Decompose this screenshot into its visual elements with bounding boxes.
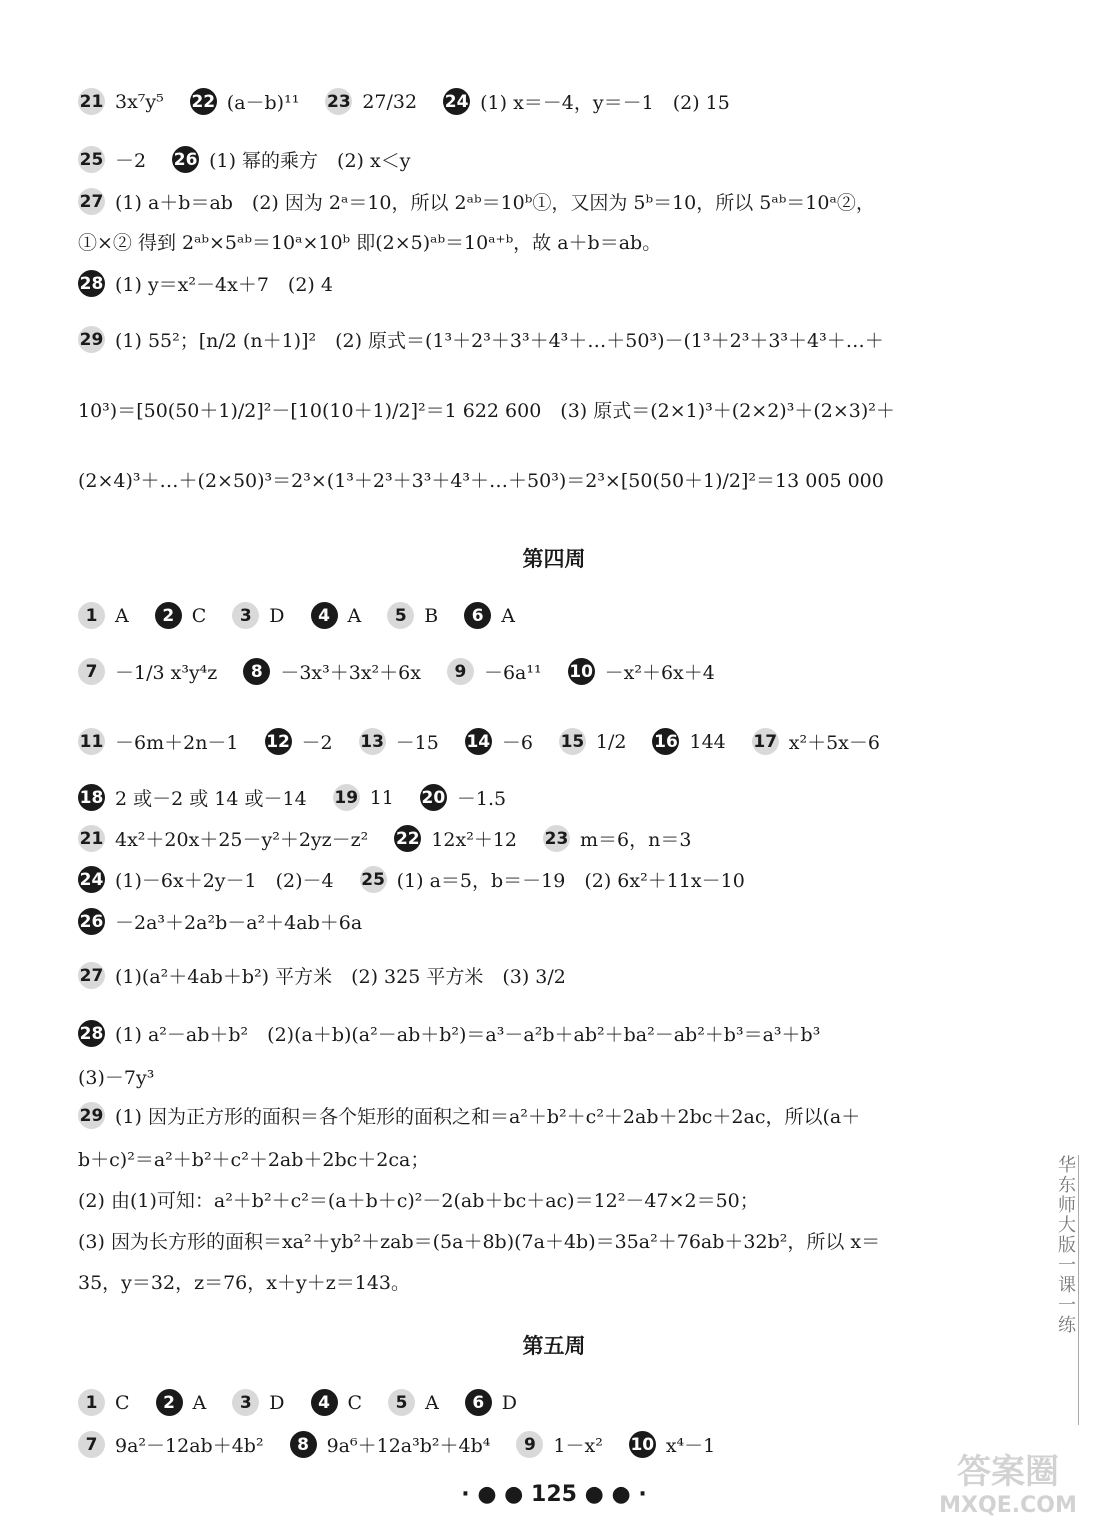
question-number-badge: 27 bbox=[78, 188, 105, 215]
answer-row-28 bbox=[78, 270, 333, 297]
answer-item-14 bbox=[465, 728, 533, 755]
answer-item-4 bbox=[311, 602, 362, 629]
answer-item-21 bbox=[78, 88, 164, 115]
answer-item-1 bbox=[78, 1389, 130, 1416]
answer-item-18 bbox=[78, 784, 307, 811]
question-number-badge: 23 bbox=[543, 825, 570, 852]
answer-item-10 bbox=[568, 658, 715, 685]
answer-text: C bbox=[115, 1391, 130, 1414]
answer-text: (1) a＝5，b＝－19 (2) 6x²＋11x－10 bbox=[396, 870, 745, 892]
answer-text: －15 bbox=[395, 732, 439, 754]
answer-row-w4-24-25 bbox=[78, 866, 745, 893]
question-number-badge: 3 bbox=[232, 602, 259, 629]
answer-item-24 bbox=[78, 866, 334, 893]
answer-text: x⁴－1 bbox=[665, 1435, 716, 1457]
question-number-badge: 26 bbox=[172, 146, 199, 173]
answer-item-17 bbox=[752, 728, 880, 755]
answer-item-29 bbox=[78, 1102, 860, 1129]
answer-item-10 bbox=[629, 1431, 715, 1458]
answer-text: 27/32 bbox=[362, 90, 418, 113]
answer-text: 1/2 bbox=[595, 730, 627, 753]
answer-text: －x²＋6x＋4 bbox=[604, 662, 715, 684]
question-number-badge: 4 bbox=[311, 1389, 338, 1416]
answer-text: A bbox=[347, 604, 362, 627]
answer-item-15 bbox=[559, 728, 627, 755]
answer-item-3 bbox=[232, 1389, 284, 1416]
question-number-badge: 9 bbox=[516, 1431, 543, 1458]
question-number-badge: 5 bbox=[388, 1389, 415, 1416]
answer-text: (1) x＝－4，y＝－1 (2) 15 bbox=[480, 92, 730, 114]
question-number-badge: 29 bbox=[78, 1102, 105, 1129]
answer-text: (1)－6x＋2y－1 (2)－4 bbox=[115, 870, 334, 892]
answer-text: A bbox=[425, 1391, 439, 1414]
answer-item-7 bbox=[78, 1431, 264, 1458]
answer-item-19 bbox=[333, 784, 394, 811]
answer-text: (1) y＝x²－4x＋7 (2) 4 bbox=[115, 274, 333, 296]
question-number-badge: 16 bbox=[652, 728, 679, 755]
question-number-badge: 25 bbox=[78, 146, 105, 173]
answer-text: (2) 由(1)可知：a²＋b²＋c²＝(a＋b＋c)²－2(ab＋bc＋ac)＝12²－47×2＝50； bbox=[78, 1190, 759, 1212]
answer-text: (1) a²－ab＋b² (2)(a＋b)(a²－ab＋b²)＝a³－a²b＋ab²＋ba²－ab²＋b³＝a³＋b³ bbox=[115, 1024, 821, 1046]
answer-text: 144 bbox=[689, 730, 726, 753]
answer-text: 35，y＝32，z＝76，x＋y＋z＝143。 bbox=[78, 1272, 410, 1294]
question-number-badge: 18 bbox=[78, 784, 105, 811]
answer-text: A bbox=[115, 604, 129, 627]
watermark-logo bbox=[918, 1452, 1098, 1530]
answer-row-w4-26 bbox=[78, 908, 362, 935]
question-number-badge: 14 bbox=[465, 728, 492, 755]
answer-item-6 bbox=[464, 602, 515, 629]
answer-item-9 bbox=[516, 1431, 602, 1458]
question-number-badge: 21 bbox=[78, 825, 105, 852]
question-number-badge: 13 bbox=[359, 728, 386, 755]
answer-item-24 bbox=[443, 88, 730, 115]
watermark-line2: MXQE.COM bbox=[939, 1493, 1077, 1518]
question-number-badge: 23 bbox=[325, 88, 352, 115]
answer-item-23 bbox=[543, 825, 691, 852]
question-number-badge: 22 bbox=[394, 825, 421, 852]
question-number-badge: 26 bbox=[78, 908, 105, 935]
answer-row-w4-11-17 bbox=[78, 728, 880, 755]
answer-line-w4-29-cont-3 bbox=[78, 1227, 880, 1254]
question-number-badge: 27 bbox=[78, 962, 105, 989]
answer-text: (1) 55²；[n/2 (n＋1)]² (2) 原式＝(1³＋2³＋3³＋4³＋…＋50³)－(1³＋2³＋3³＋4³＋…＋ bbox=[115, 330, 884, 352]
answer-row-29 bbox=[78, 326, 884, 353]
answer-line-w4-29-cont-4 bbox=[78, 1268, 410, 1295]
answer-line-29-cont-1 bbox=[78, 396, 895, 423]
question-number-badge: 21 bbox=[78, 88, 105, 115]
answer-text: (3) 因为长方形的面积＝xa²＋yb²＋zab＝(5a＋8b)(7a＋4b)＝35a²＋76ab＋32b²，所以 x＝ bbox=[78, 1231, 881, 1253]
section-title-week5: 第五周 bbox=[522, 1333, 586, 1358]
answer-text: 3x⁷y⁵ bbox=[115, 90, 164, 113]
question-number-badge: 2 bbox=[156, 1389, 183, 1416]
question-number-badge: 24 bbox=[78, 866, 105, 893]
question-number-badge: 15 bbox=[559, 728, 586, 755]
watermark-line1: 答案圈 bbox=[957, 1452, 1059, 1492]
answer-row-w4-21-23 bbox=[78, 825, 691, 852]
answer-text: －6m＋2n－1 bbox=[115, 732, 239, 754]
question-number-badge: 24 bbox=[443, 88, 470, 115]
answer-item-21 bbox=[78, 825, 368, 852]
answer-item-25 bbox=[360, 866, 745, 893]
answer-text: －1.5 bbox=[456, 788, 507, 810]
answer-row-w4-18-20 bbox=[78, 784, 506, 811]
answer-text: 12x²＋12 bbox=[431, 829, 517, 851]
page-number-dots-left: · ● ● bbox=[461, 1482, 532, 1507]
answer-item-28 bbox=[78, 1020, 820, 1047]
answer-text: D bbox=[269, 604, 285, 627]
answer-row-25-26 bbox=[78, 146, 410, 173]
answer-item-22 bbox=[190, 88, 300, 115]
answer-text: C bbox=[347, 1391, 363, 1414]
question-number-badge: 6 bbox=[465, 1389, 492, 1416]
question-number-badge: 9 bbox=[447, 658, 474, 685]
answer-text: D bbox=[501, 1391, 518, 1414]
question-number-badge: 28 bbox=[78, 270, 105, 297]
answer-text: (1) 幂的乘方 (2) x＜y bbox=[209, 150, 411, 172]
question-number-badge: 17 bbox=[752, 728, 779, 755]
answer-text: (3)－7y³ bbox=[78, 1067, 155, 1089]
answer-text: ①×② 得到 2ᵃᵇ×5ᵃᵇ＝10ᵃ×10ᵇ 即(2×5)ᵃᵇ＝10ᵃ⁺ᵇ，故 a＋b＝ab。 bbox=[78, 232, 662, 254]
side-book-label-text: 华东师大版一课一练 bbox=[1055, 1155, 1076, 1335]
answer-text: －6 bbox=[501, 732, 533, 754]
question-number-badge: 29 bbox=[78, 326, 105, 353]
question-number-badge: 1 bbox=[78, 602, 105, 629]
answer-item-25 bbox=[78, 146, 146, 173]
answer-item-13 bbox=[359, 728, 439, 755]
question-number-badge: 28 bbox=[78, 1020, 105, 1047]
answer-text: －2 bbox=[115, 150, 147, 172]
answer-row-w4-28 bbox=[78, 1020, 820, 1047]
answer-row-w5-7-10 bbox=[78, 1431, 715, 1458]
answer-line-w4-28-cont bbox=[78, 1063, 154, 1090]
question-number-badge: 4 bbox=[311, 602, 338, 629]
answer-text: －2 bbox=[301, 732, 333, 754]
answer-item-5 bbox=[388, 1389, 439, 1416]
answer-text: －1/3 x³y⁴z bbox=[115, 662, 218, 684]
question-number-badge: 12 bbox=[265, 728, 292, 755]
answer-row-w4-1-6 bbox=[78, 602, 515, 629]
answer-text: B bbox=[424, 604, 439, 627]
answer-text: b＋c)²＝a²＋b²＋c²＋2ab＋2bc＋2ca； bbox=[78, 1149, 430, 1171]
answer-item-11 bbox=[78, 728, 239, 755]
question-number-badge: 25 bbox=[360, 866, 387, 893]
side-book-label bbox=[1032, 1155, 1079, 1425]
answer-text: m＝6，n＝3 bbox=[580, 829, 692, 851]
answer-item-7 bbox=[78, 658, 217, 685]
answer-text: x²＋5x－6 bbox=[788, 732, 880, 754]
question-number-badge: 22 bbox=[190, 88, 217, 115]
answer-item-23 bbox=[325, 88, 417, 115]
question-number-badge: 7 bbox=[78, 658, 105, 685]
answer-text: 4x²＋20x＋25－y²＋2yz－z² bbox=[115, 829, 369, 851]
answer-text: C bbox=[191, 604, 207, 627]
answer-row-w4-29 bbox=[78, 1102, 860, 1129]
answer-item-2 bbox=[155, 602, 207, 629]
answer-item-6 bbox=[465, 1389, 517, 1416]
answer-text: －3x³＋3x²＋6x bbox=[280, 662, 421, 684]
answer-text: (1)(a²＋4ab＋b²) 平方米 (2) 325 平方米 (3) 3/2 bbox=[115, 966, 566, 988]
answer-text: 2 或－2 或 14 或－14 bbox=[115, 788, 307, 810]
question-number-badge: 1 bbox=[78, 1389, 105, 1416]
answer-row-w5-1-6 bbox=[78, 1389, 517, 1416]
answer-line-w4-29-cont-1 bbox=[78, 1145, 429, 1172]
answer-item-4 bbox=[311, 1389, 363, 1416]
question-number-badge: 2 bbox=[155, 602, 182, 629]
question-number-badge: 10 bbox=[629, 1431, 656, 1458]
answer-row-21-24 bbox=[78, 88, 730, 115]
question-number-badge: 20 bbox=[420, 784, 447, 811]
answer-text: 11 bbox=[369, 786, 394, 809]
answer-text: 9a²－12ab＋4b² bbox=[115, 1435, 264, 1457]
answer-item-8 bbox=[290, 1431, 491, 1458]
answer-text: 1－x² bbox=[553, 1435, 603, 1457]
question-number-badge: 8 bbox=[243, 658, 270, 685]
answer-line-27-cont bbox=[78, 228, 661, 255]
section-title-week4: 第四周 bbox=[522, 546, 586, 571]
answer-item-2 bbox=[156, 1389, 207, 1416]
answer-text: 9a⁶＋12a³b²＋4b⁴ bbox=[326, 1435, 491, 1457]
answer-item-29 bbox=[78, 326, 884, 353]
answer-item-26 bbox=[172, 146, 410, 173]
answer-line-29-cont-2 bbox=[78, 466, 884, 493]
answer-item-9 bbox=[447, 658, 542, 685]
page-number-dots-right: ● ● · bbox=[576, 1482, 647, 1507]
answer-row-27 bbox=[78, 188, 875, 215]
answer-text: (2×4)³＋…＋(2×50)³＝2³×(1³＋2³＋3³＋4³＋…＋50³)＝2³×[50(50＋1)/2]²＝13 005 000 bbox=[78, 470, 884, 492]
answer-item-5 bbox=[387, 602, 438, 629]
answer-item-26 bbox=[78, 908, 362, 935]
question-number-badge: 19 bbox=[333, 784, 360, 811]
answer-text: (1) 因为正方形的面积＝各个矩形的面积之和＝a²＋b²＋c²＋2ab＋2bc＋2ac，所以(a＋ bbox=[115, 1106, 861, 1128]
answer-item-3 bbox=[232, 602, 284, 629]
answer-item-8 bbox=[243, 658, 421, 685]
answer-item-16 bbox=[652, 728, 725, 755]
question-number-badge: 5 bbox=[387, 602, 414, 629]
answer-row-w4-27 bbox=[78, 962, 566, 989]
answer-text: A bbox=[501, 604, 515, 627]
answer-text: (1) a＋b＝ab (2) 因为 2ᵃ＝10，所以 2ᵃᵇ＝10ᵇ①，又因为 5ᵇ＝10，所以 5ᵃᵇ＝10ᵃ②， bbox=[115, 192, 875, 214]
answer-text: D bbox=[269, 1391, 285, 1414]
answer-item-27 bbox=[78, 962, 566, 989]
answer-item-1 bbox=[78, 602, 129, 629]
answer-text: 10³)＝[50(50＋1)/2]²－[10(10＋1)/2]²＝1 622 600 (3) 原式＝(2×1)³＋(2×2)³＋(2×3)²＋ bbox=[78, 400, 895, 422]
answer-item-28 bbox=[78, 270, 333, 297]
question-number-badge: 10 bbox=[568, 658, 595, 685]
question-number-badge: 7 bbox=[78, 1431, 105, 1458]
answer-text: －2a³＋2a²b－a²＋4ab＋6a bbox=[115, 912, 363, 934]
question-number-badge: 3 bbox=[232, 1389, 259, 1416]
question-number-badge: 6 bbox=[464, 602, 491, 629]
answer-item-20 bbox=[420, 784, 506, 811]
page-number-value: 125 bbox=[531, 1482, 577, 1507]
answer-text: (a－b)¹¹ bbox=[226, 92, 300, 114]
answer-item-27 bbox=[78, 188, 875, 215]
answer-item-12 bbox=[265, 728, 333, 755]
answer-text: A bbox=[192, 1391, 207, 1414]
answer-text: －6a¹¹ bbox=[483, 662, 542, 684]
question-number-badge: 8 bbox=[290, 1431, 317, 1458]
answer-item-22 bbox=[394, 825, 517, 852]
answer-row-w4-7-10 bbox=[78, 658, 715, 685]
answer-line-w4-29-cont-2 bbox=[78, 1186, 759, 1213]
question-number-badge: 11 bbox=[78, 728, 105, 755]
